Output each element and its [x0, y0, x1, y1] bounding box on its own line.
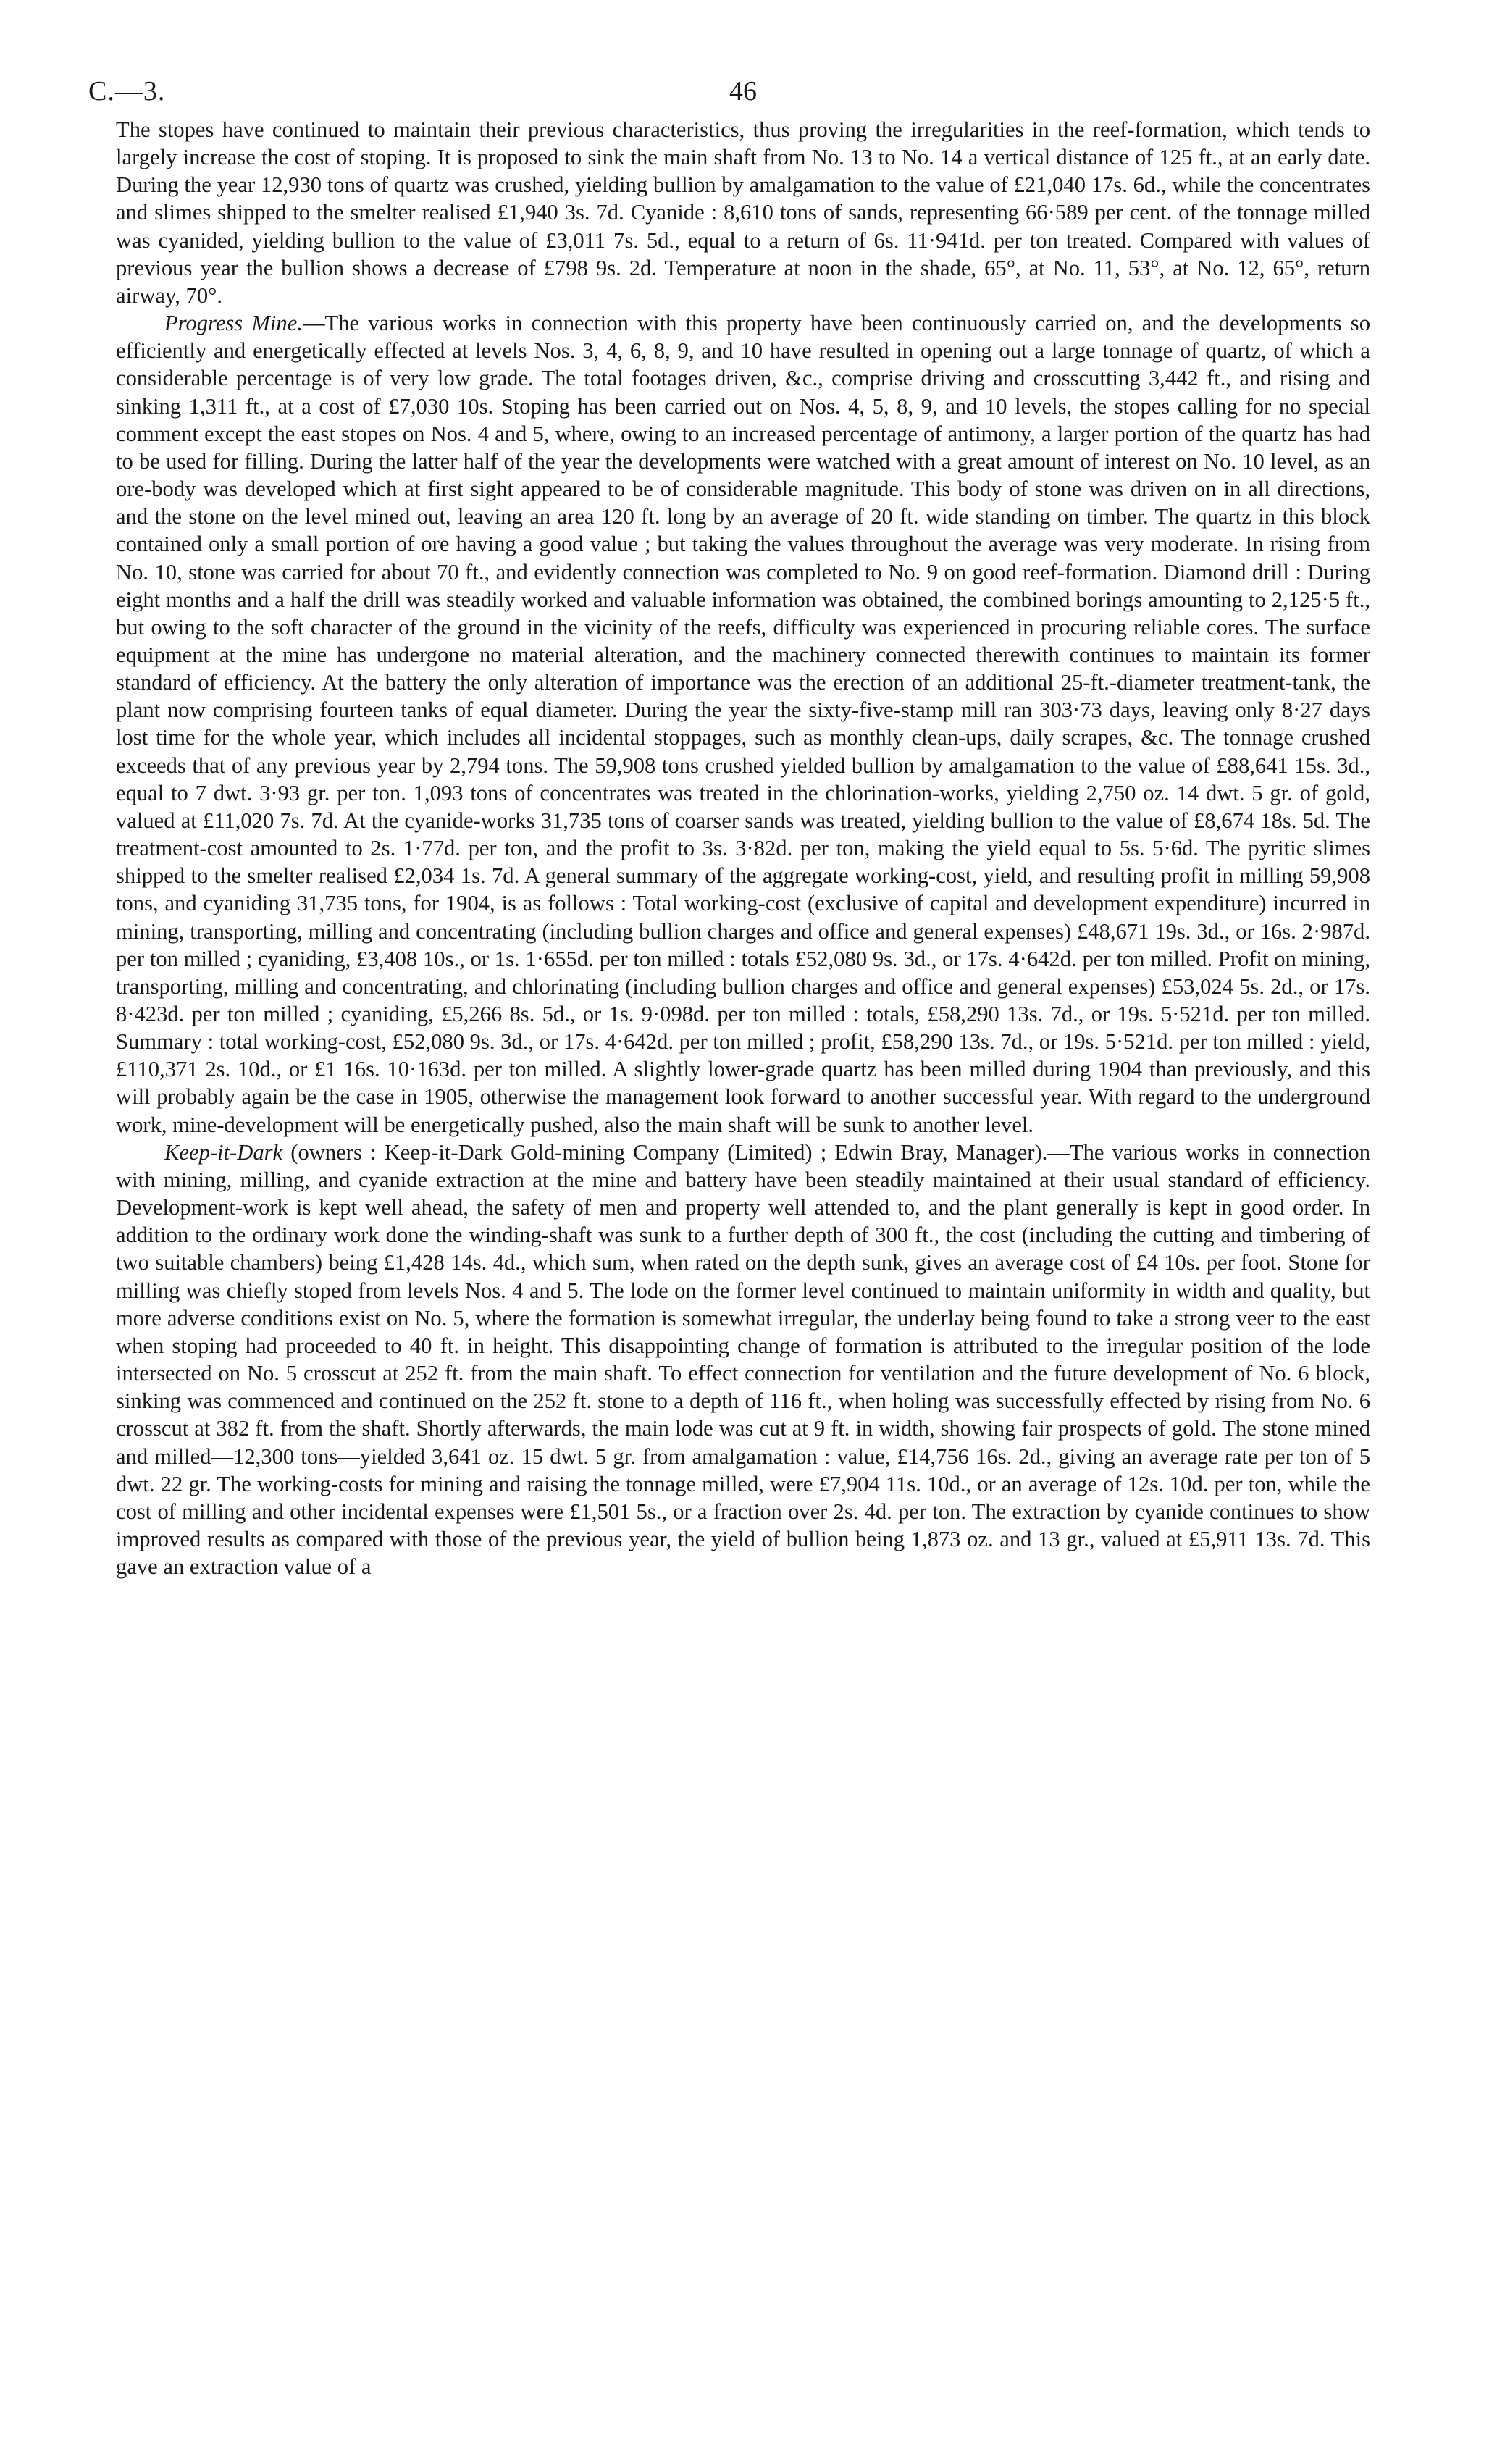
document-page — [88, 64, 1370, 1580]
paragraph-text: The stopes have continued to maintain their previous characteristics, thus proving the irregularities in the reef-formation, which tends to largely increase the cost of stoping. It is proposed to sink the main shaft from No. 13 to No. 14 a vertical distance of 125 ft., at an early date. During the year 12,930 tons of quartz was crushed, yielding bullion by amalgamation to the value of £21,040 17s. 6d., while the concentrates and slimes shipped to the smelter realised £1,940 3s. 7d. Cyanide : 8,610 tons of sands, representing 66·589 per cent. of the tonnage milled was cyanided, yielding bullion to the value of £3,011 7s. 5d., equal to a return of 6s. 11·941d. per ton treated. Compared with values of previous year the bullion shows a decrease of £798 9s. 2d. Temperature at noon in the shade, 65°, at No. 11, 53°, at No. 12, 65°, return airway, 70°. — [116, 117, 1370, 308]
paragraph-continuation — [116, 116, 1370, 309]
mine-name-keep-it-dark: Keep-it-Dark — [164, 1139, 283, 1165]
paragraph-text: (owners : Keep-it-Dark Gold-mining Company (Limited) ; Edwin Bray, Manager).—The various works in connection with mining, milling, and cyanide extraction at the mine and battery have been steadily maintained at their usual standard of efficiency. Development-work is kept well ahead, the safety of men and property well attended to, and the plant generally is kept in good order. In addition to the ordinary work done the winding-shaft was sunk to a further depth of 300 ft., the cost (including the cutting and timbering of two suitable chambers) being £1,428 14s. 4d., which sum, when rated on the depth sunk, gives an average cost of £4 10s. per foot. Stone for milling was chiefly stoped from levels Nos. 4 and 5. The lode on the former level continued to maintain uniformity in width and quality, but more adverse conditions exist on No. 5, where the formation is somewhat irregular, the underlay being found to take a strong veer to the east when stoping had proceeded to 40 ft. in height. This disappointing change of formation is attributed to the irregular position of the lode intersected on No. 5 crosscut at 252 ft. from the main shaft. To effect connection for ventilation and the future development of No. 6 block, sinking was commenced and continued on the 252 ft. stone to a depth of 116 ft., when holing was successfully effected by rising from No. 6 crosscut at 382 ft. from the shaft. Shortly afterwards, the main lode was cut at 9 ft. in width, showing fair prospects of gold. The stone mined and milled—12,300 tons—yielded 3,641 oz. 15 dwt. 5 gr. from amalgamation : value, £14,756 16s. 2d., giving an average rate per ton of 5 dwt. 22 gr. The working-costs for mining and raising the tonnage milled, were £7,904 11s. 10d., or an average of 12s. 10d. per ton, while the cost of milling and other incidental expenses were £1,501 5s., or a fraction over 2s. 4d. per ton. The extraction by cyanide continues to show improved results as compared with those of the previous year, the yield of bullion being 1,873 oz. and 13 gr., valued at £5,911 13s. 7d. This gave an extraction value of a — [116, 1139, 1370, 1580]
document-reference: C.—3. — [88, 76, 166, 106]
paragraph-text: —The various works in connection with this property have been continuously carried on, and the developments so efficiently and energetically effected at levels Nos. 3, 4, 6, 8, 9, and 10 have resulted in opening out a large tonnage of quartz, of which a considerable percentage is of very low grade. The total footages driven, &c., comprise driving and crosscutting 3,442 ft., and rising and sinking 1,311 ft., at a cost of £7,030 10s. Stoping has been carried out on Nos. 4, 5, 8, 9, and 10 levels, the stopes calling for no special comment except the east stopes on Nos. 4 and 5, where, owing to an increased percentage of antimony, a larger portion of the quartz has had to be used for filling. During the latter half of the year the developments were watched with a great amount of interest on No. 10 level, as an ore-body was developed which at first sight appeared to be of considerable magnitude. This body of stone was driven on in all directions, and the stone on the level mined out, leaving an area 120 ft. long by an average of 20 ft. wide standing on timber. The quartz in this block contained only a small portion of ore having a good value ; but taking the values throughout the average was very moderate. In rising from No. 10, stone was carried for about 70 ft., and evidently connection was completed to No. 9 on good reef-formation. Diamond drill : During eight months and a half the drill was steadily worked and valuable information was obtained, the combined borings amounting to 2,125·5 ft., but owing to the soft character of the ground in the vicinity of the reefs, difficulty was experienced in procuring reliable cores. The surface equipment at the mine has undergone no material alteration, and the machinery connected therewith continues to maintain its former standard of efficiency. At the battery the only alteration of importance was the erection of an additional 25-ft.-diameter treatment-tank, the plant now comprising fourteen tanks of equal diameter. During the year the sixty-five-stamp mill ran 303·73 days, leaving only 8·27 days lost time for the whole year, which includes all incidental stoppages, such as monthly clean-ups, daily scrapes, &c. The tonnage crushed exceeds that of any previous year by 2,794 tons. The 59,908 tons crushed yielded bullion by amalgamation to the value of £88,641 15s. 3d., equal to 7 dwt. 3·93 gr. per ton. 1,093 tons of concentrates was treated in the chlorination-works, yielding 2,750 oz. 14 dwt. 5 gr. of gold, valued at £11,020 7s. 7d. At the cyanide-works 31,735 tons of coarser sands was treated, yielding bullion to the value of £8,674 18s. 5d. The treatment-cost amounted to 2s. 1·77d. per ton, and the profit to 3s. 3·82d. per ton, making the yield equal to 5s. 5·6d. The pyritic slimes shipped to the smelter realised £2,034 1s. 7d. A general summary of the aggregate working-cost, yield, and resulting profit in milling 59,908 tons, and cyaniding 31,735 tons, for 1904, is as follows : Total working-cost (exclusive of capital and development expenditure) incurred in mining, transporting, milling and concentrating (including bullion charges and office and general expenses) £48,671 19s. 3d., or 16s. 2·987d. per ton milled ; cyaniding, £3,408 10s., or 1s. 1·655d. per ton milled : totals £52,080 9s. 3d., or 17s. 4·642d. per ton milled. Profit on mining, transporting, milling and concentrating, and chlorinating (including bullion charges and office and general expenses) £53,024 5s. 2d., or 17s. 8·423d. per ton milled ; cyaniding, £5,266 8s. 5d., or 1s. 9·098d. per ton milled : totals, £58,290 13s. 7d., or 19s. 5·521d. per ton milled. Summary : total working-cost, £52,080 9s. 3d., or 17s. 4·642d. per ton milled ; profit, £58,290 13s. 7d., or 19s. 5·521d. per ton milled : yield, £110,371 2s. 10d., or £1 16s. 10·163d. per ton milled. A slightly lower-grade quartz has been milled during 1904 than previously, and this will probably again be the case in 1905, otherwise the management look forward to another successful year. With regard to the underground work, mine-development will be energetically pushed, also the main shaft will be sunk to another level. — [116, 311, 1370, 1137]
paragraph-progress-mine — [116, 309, 1370, 1139]
mine-name-progress: Progress Mine. — [164, 311, 303, 336]
paragraph-keep-it-dark — [116, 1139, 1370, 1581]
page-number: 46 — [729, 76, 757, 106]
body-text — [116, 116, 1370, 1580]
page-header — [88, 64, 1370, 116]
